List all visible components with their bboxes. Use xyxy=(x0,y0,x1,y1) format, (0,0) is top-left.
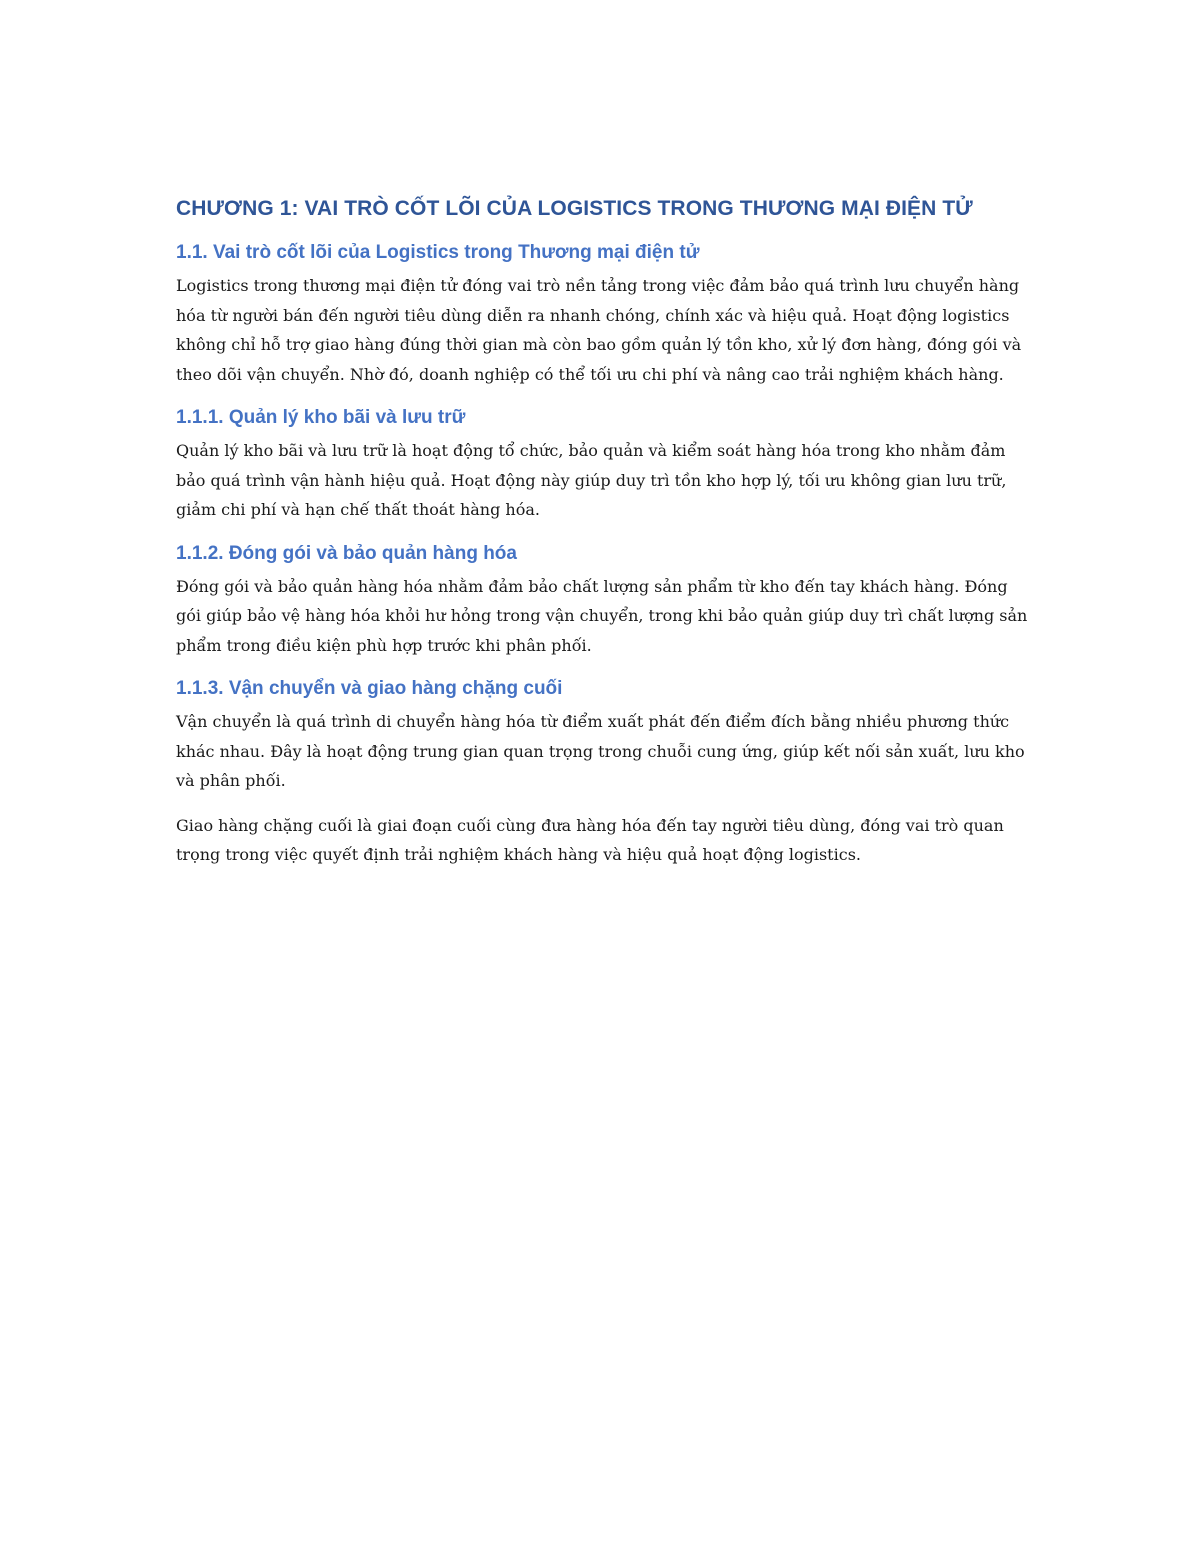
section-heading-1-1-2: 1.1.2. Đóng gói và bảo quản hàng hóa xyxy=(176,542,517,564)
section-1-1-1-paragraph: Quản lý kho bãi và lưu trữ là hoạt động tổ chức, bảo quản và kiểm soát hàng hóa trong kho nhằm đảm bảo quá trình vận hành hiệu quả. Hoạt động này giúp duy trì tồn kho hợp lý, tối ưu không gian lưu trữ, giảm chi phí và hạn chế thất thoát hàng hóa. xyxy=(176,441,1007,519)
chapter-title: CHƯƠNG 1: VAI TRÒ CỐT LÕI CỦA LOGISTICS TRONG THƯƠNG MẠI ĐIỆN TỬ xyxy=(176,197,973,220)
document-page xyxy=(176,188,1036,885)
section-1-1-2-paragraph: Đóng gói và bảo quản hàng hóa nhằm đảm bảo chất lượng sản phẩm từ kho đến tay khách hàng. Đóng gói giúp bảo vệ hàng hóa khỏi hư hỏng trong vận chuyển, trong khi bảo quản giúp duy trì chất lượng sản phẩm trong điều kiện phù hợp trước khi phân phối. xyxy=(176,576,1028,655)
section-1-1-3-paragraph-1: Vận chuyển là quá trình di chuyển hàng hóa từ điểm xuất phát đến điểm đích bằng nhiều phương thức khác nhau. Đây là hoạt động trung gian quan trọng trong chuỗi cung ứng, giúp kết nối sản xuất, lưu kho và phân phối. xyxy=(176,712,1025,790)
section-1-1-paragraph: Logistics trong thương mại điện tử đóng vai trò nền tảng trong việc đảm bảo quá trình lưu chuyển hàng hóa từ người bán đến người tiêu dùng diễn ra nhanh chóng, chính xác và hiệu quả. Hoạt động logistics không chỉ hỗ trợ giao hàng đúng thời gian mà còn bao gồm quản lý tồn kho, xử lý đơn hàng, đóng gói và theo dõi vận chuyển. Nhờ đó, doanh nghiệp có thể tối ưu chi phí và nâng cao trải nghiệm khách hàng. xyxy=(176,276,1022,384)
section-heading-1-1-3: 1.1.3. Vận chuyển và giao hàng chặng cuối xyxy=(176,678,563,699)
section-1-1-3-paragraph-2: Giao hàng chặng cuối là giai đoạn cuối cùng đưa hàng hóa đến tay người tiêu dùng, đóng vai trò quan trọng trong việc quyết định trải nghiệm khách hàng và hiệu quả hoạt động logistics. xyxy=(176,815,1004,864)
section-heading-1-1: 1.1. Vai trò cốt lõi của Logistics trong Thương mại điện tử xyxy=(176,242,700,263)
section-heading-1-1-1: 1.1.1. Quản lý kho bãi và lưu trữ xyxy=(176,407,466,428)
